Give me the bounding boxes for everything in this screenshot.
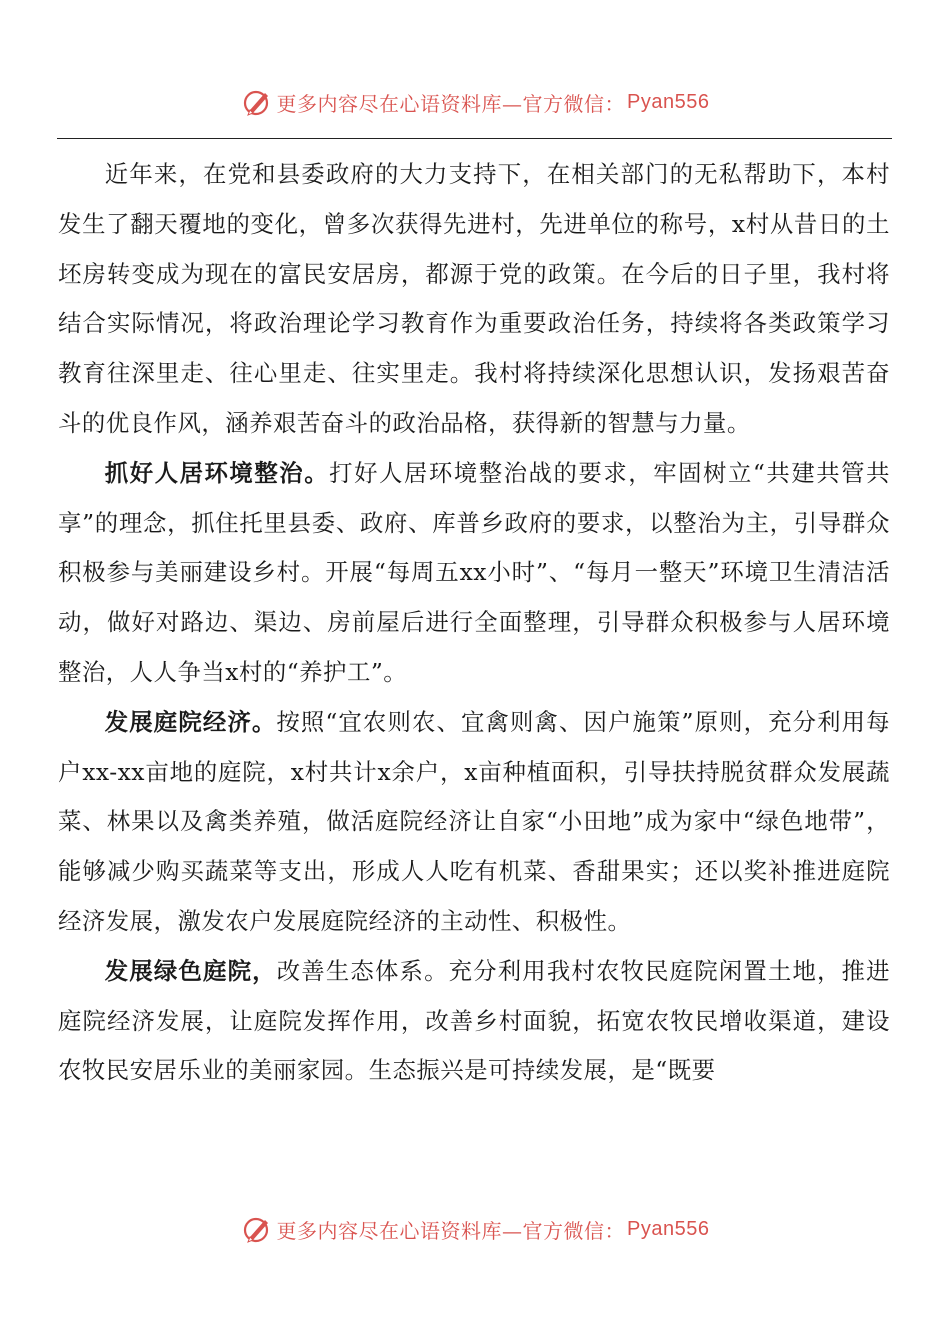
- pen-circle-logo-icon: [241, 86, 273, 118]
- pen-circle-logo-icon: [241, 1213, 273, 1245]
- paragraph: [58, 698, 890, 947]
- paragraph-text: 改善生态体系。充分利用我村农牧民庭院闲置土地，推进庭院经济发展，让庭院发挥作用，改善乡村面貌，拓宽农牧民增收渠道，建设农牧民安居乐业的美丽家园。生态振兴是可持续发展，是“既要: [58, 956, 891, 1085]
- header-banner: [0, 82, 950, 122]
- paragraph-text: 近年来，在党和县委政府的大力支持下，在相关部门的无私帮助下，本村发生了翻天覆地的变化，曾多次获得先进村，先进单位的称号，x村从昔日的土坯房转变成为现在的富民安居房，都源于党的政策。在今后的日子里，我村将结合实际情况，将政治理论学习教育作为重要政治任务，持续将各类政策学习教育往深里走、往心里走、往实里走。我村将持续深化思想认识，发扬艰苦奋斗的优良作风，涵养艰苦奋斗的政治品格，获得新的智慧与力量。: [58, 160, 890, 437]
- paragraph-lead: 发展庭院经济。: [104, 707, 277, 736]
- header-banner-label: 更多内容尽在心语资料库—官方微信：: [276, 91, 626, 116]
- paragraph: [58, 947, 890, 1096]
- paragraph: [58, 449, 890, 698]
- footer-wechat-id: Pyan556: [627, 1217, 710, 1240]
- header-wechat-id: Pyan556: [627, 90, 710, 113]
- paragraph-lead: 发展绿色庭院，: [104, 956, 277, 985]
- document-body: [58, 150, 890, 1096]
- paragraph: [58, 150, 890, 449]
- header-divider: [57, 138, 892, 139]
- paragraph-text: 打好人居环境整治战的要求，牢固树立“共建共管共享”的理念，抓住托里县委、政府、库普乡政府的要求，以整治为主，引导群众积极参与美丽建设乡村。开展“每周五xx小时”、“每月一整天”环境卫生清洁活动，做好对路边、渠边、房前屋后进行全面整理，引导群众积极参与人居环境整治，人人争当x村的“养护工”。: [58, 458, 890, 686]
- paragraph-text: 按照“宜农则农、宜禽则禽、因户施策”原则，充分利用每户xx-xx亩地的庭院，x村共计x余户，x亩种植面积，引导扶持脱贫群众发展蔬菜、林果以及禽类养殖，做活庭院经济让自家“小田地”成为家中“绿色地带”，能够减少购买蔬菜等支出，形成人人吃有机菜、香甜果实；还以奖补推进庭院经济发展，激发农户发展庭院经济的主动性、积极性。: [58, 707, 891, 935]
- footer-banner: [0, 1209, 950, 1249]
- footer-banner-label: 更多内容尽在心语资料库—官方微信：: [276, 1218, 626, 1243]
- paragraph-lead: 抓好人居环境整治。: [104, 458, 330, 487]
